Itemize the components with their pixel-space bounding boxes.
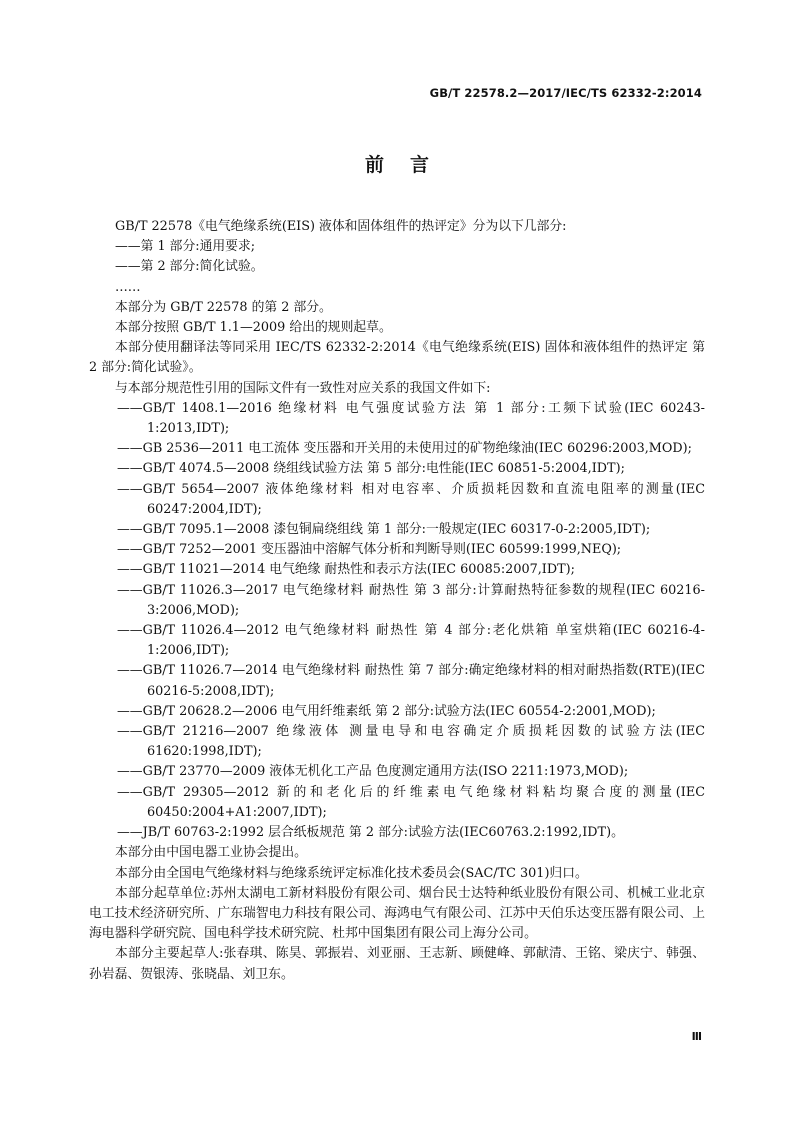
reference-item: ——GB/T 29305—2012 新的和老化后的纤维素电气绝缘材料粘均聚合度的测量(IEC 60450:2004+A1:2007,IDT); xyxy=(117,784,705,820)
paragraph: 本部分由中国电器工业协会提出。 xyxy=(115,845,307,861)
reference-item: ——GB/T 20628.2—2006 电气用纤维素纸 第 2 部分:试验方法(IEC 60554-2:2001,MOD); xyxy=(117,703,656,719)
paragraph: 本部分使用翻译法等同采用 IEC/TS 62332-2:2014《电气绝缘系统(EIS) 固体和液体组件的热评定 第 2 部分:简化试验》。 xyxy=(89,340,705,376)
ellipsis-line: …… xyxy=(115,279,141,295)
reference-item: ——GB/T 11026.4—2012 电气绝缘材料 耐热性 第 4 部分:老化烘箱 单室烘箱(IEC 60216-4-1:2006,IDT); xyxy=(117,623,705,659)
reference-item: ——JB/T 60763-2:1992 层合纸板规范 第 2 部分:试验方法(IEC60763.2:1992,IDT)。 xyxy=(117,825,624,841)
reference-item: ——GB/T 11021—2014 电气绝缘 耐热性和表示方法(IEC 60085:2007,IDT); xyxy=(117,562,575,578)
part-list-item: ——第 1 部分:通用要求; xyxy=(115,239,256,255)
reference-item: ——GB/T 23770—2009 液体无机化工产品 色度测定通用方法(ISO 2211:1973,MOD); xyxy=(117,764,629,780)
reference-item: ——GB/T 11026.7—2014 电气绝缘材料 耐热性 第 7 部分:确定绝缘材料的相对耐热指数(RTE)(IEC 60216-5:2008,IDT); xyxy=(117,663,705,699)
reference-item: ——GB/T 7252—2001 变压器油中溶解气体分析和判断导则(IEC 60599:1999,NEQ); xyxy=(117,542,622,558)
paragraph: 本部分按照 GB/T 1.1—2009 给出的规则起草。 xyxy=(115,320,392,336)
standard-number-header: GB/T 22578.2—2017/IEC/TS 62332-2:2014 xyxy=(429,86,702,100)
page-number: Ⅲ xyxy=(691,1030,702,1043)
reference-item: ——GB/T 11026.3—2017 电气绝缘材料 耐热性 第 3 部分:计算耐热特征参数的规程(IEC 60216-3:2006,MOD); xyxy=(117,582,705,618)
reference-item: ——GB/T 7095.1—2008 漆包铜扁绕组线 第 1 部分:一般规定(IEC 60317-0-2:2005,IDT); xyxy=(117,522,651,538)
intro-paragraph: GB/T 22578《电气绝缘系统(EIS) 液体和固体组件的热评定》分为以下几部分: xyxy=(115,219,567,234)
reference-item: ——GB 2536—2011 电工流体 变压器和开关用的未使用过的矿物绝缘油(IEC 60296:2003,MOD); xyxy=(117,441,692,457)
part-list-item: ——第 2 部分:简化试验。 xyxy=(115,259,264,275)
page-title: 前言 xyxy=(364,154,455,176)
paragraph: 与本部分规范性引用的国际文件有一致性对应关系的我国文件如下: xyxy=(115,380,491,396)
reference-item: ——GB/T 1408.1—2016 绝缘材料 电气强度试验方法 第 1 部分:工频下试验(IEC 60243-1:2013,IDT); xyxy=(117,400,705,437)
paragraph: 本部分为 GB/T 22578 的第 2 部分。 xyxy=(115,299,332,315)
paragraph: 本部分由全国电气绝缘材料与绝缘系统评定标准化技术委员会(SAC/TC 301)归口。 xyxy=(115,865,588,881)
reference-item: ——GB/T 21216—2007 绝缘液体 测量电导和电容确定介质损耗因数的试验方法(IEC 61620:1998,IDT); xyxy=(117,724,705,760)
drafting-units: 本部分起草单位:苏州太湖电工新材料股份有限公司、烟台民士达特种纸业股份有限公司、机械工业北京电工技术经济研究所、广东瑞智电力科技有限公司、海鸿电气有限公司、江苏中天伯乐达变压器有限公司、上海电器科学研究院、国电科学技术研究院、杜邦中国集团有限公司上海分公司。 xyxy=(89,885,705,942)
reference-item: ——GB/T 5654—2007 液体绝缘材料 相对电容率、介质损耗因数和直流电阻率的测量(IEC 60247:2004,IDT); xyxy=(117,481,705,517)
drafters: 本部分主要起草人:张春琪、陈昊、郭振岩、刘亚丽、王志新、顾健峰、郭献清、王铭、梁庆宁、韩强、孙岩磊、贺银涛、张晓晶、刘卫东。 xyxy=(89,946,705,982)
reference-item: ——GB/T 4074.5—2008 绕组线试验方法 第 5 部分:电性能(IEC 60851-5:2004,IDT); xyxy=(117,461,625,477)
document-body xyxy=(89,217,705,985)
